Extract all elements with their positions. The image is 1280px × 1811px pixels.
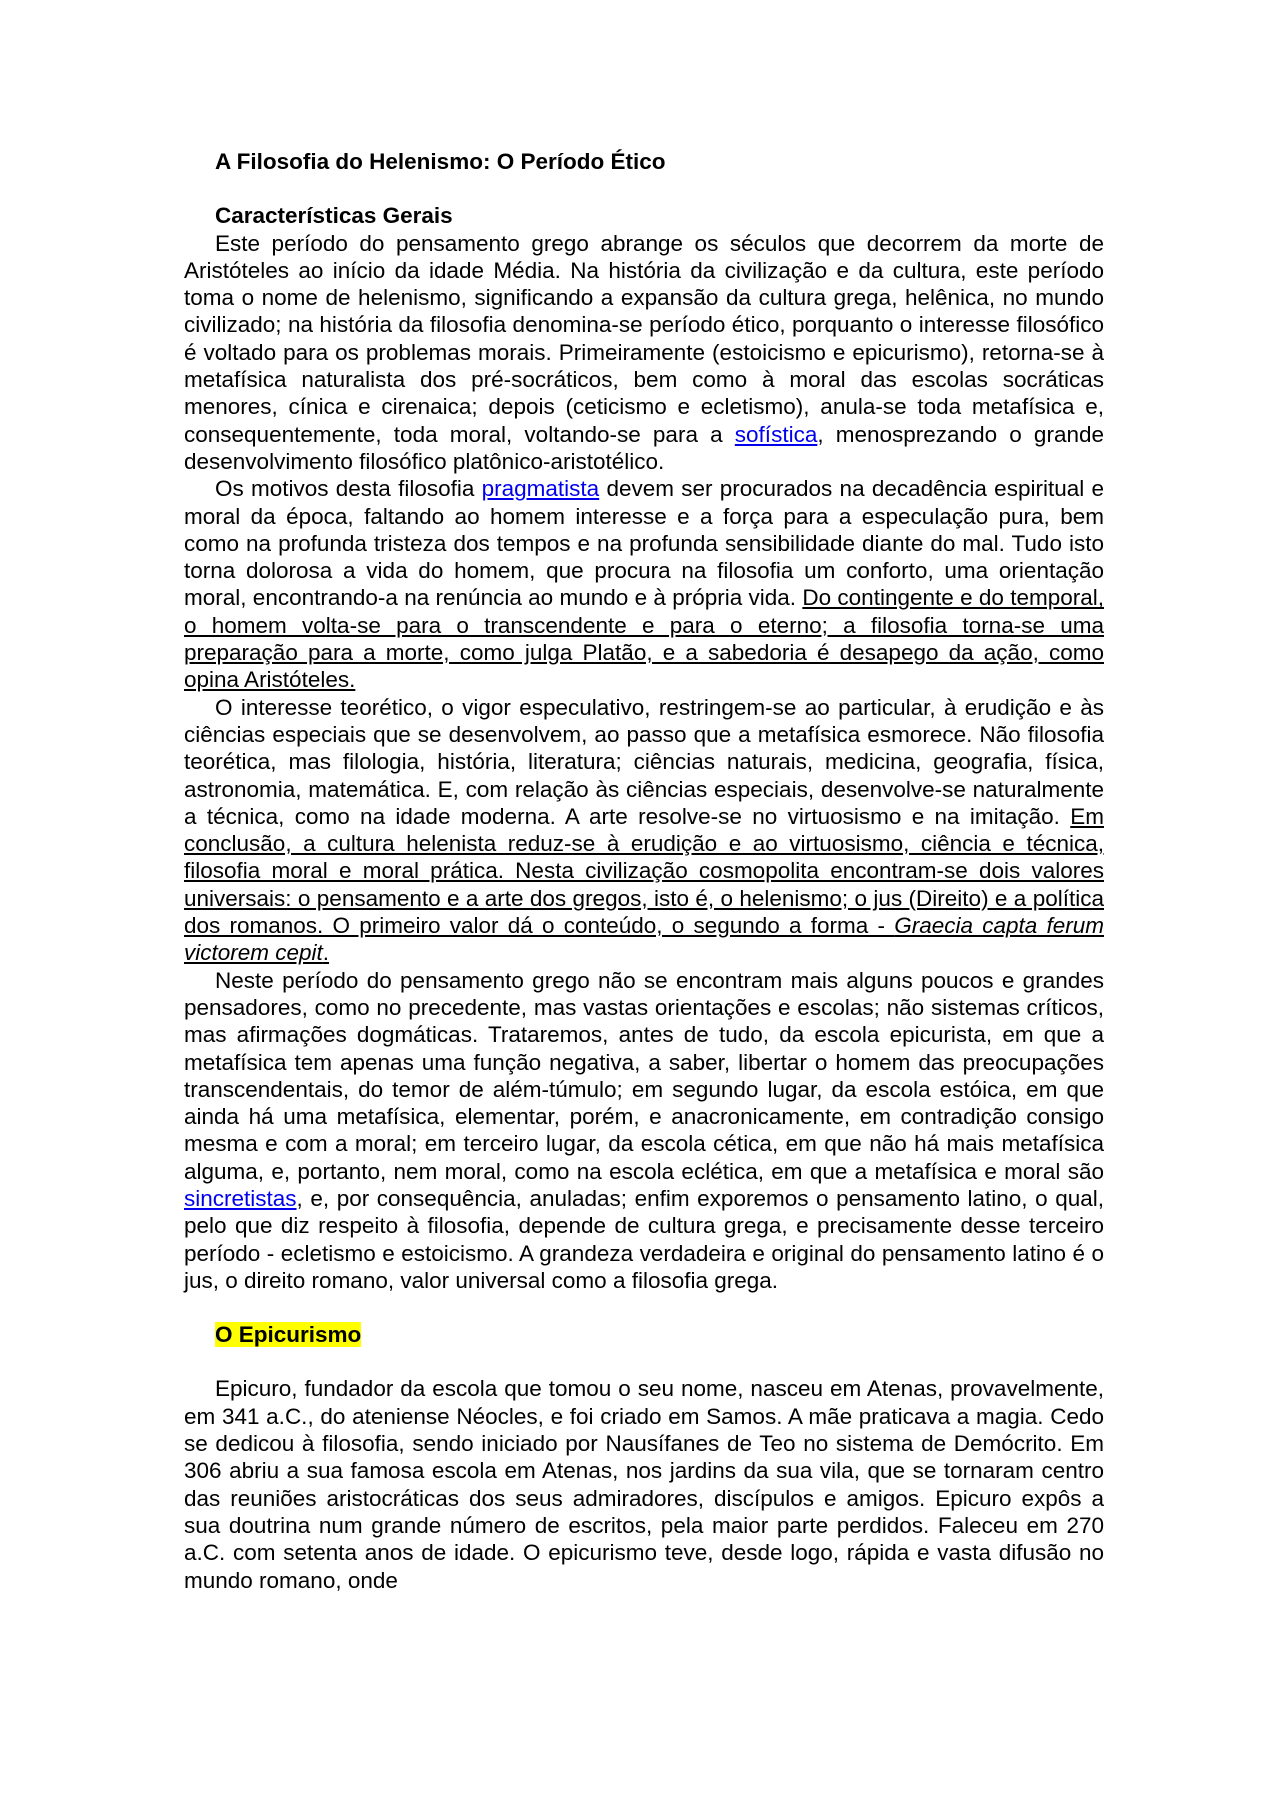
paragraph-3-text-a: O interesse teorético, o vigor especulativo, restringem-se ao particular, à erudição e às ciências especiais que se desenvolvem, ao passo que a metafísica esmorece. Não filosofia teorética, mas filologia, história, literatura; ciências naturais, medicina, geografia, física, astronomia, matemática. E, com relação às ciências especiais, desenvolve-se naturalmente a técnica, como na idade moderna. A arte resolve-se no virtuosismo e na imitação. bbox=[184, 694, 1104, 829]
paragraph-2 bbox=[184, 475, 1104, 693]
section-heading-epicurismo bbox=[215, 1321, 1104, 1348]
paragraph-4-text-a: Neste período do pensamento grego não se encontram mais alguns poucos e grandes pensadores, como no precedente, mas vastas orientações e escolas; não sistemas críticos, mas afirmações dogmáticas. Trataremos, antes de tudo, da escola epicurista, em que a metafísica tem apenas uma função negativa, a saber, libertar o homem das preocupações transcendentais, do temor de além-túmulo; em segundo lugar, da escola estóica, em que ainda há uma metafísica, elementar, porém, e anacronicamente, em contradição consigo mesma e com a moral; em terceiro lugar, da escola cética, em que não há mais metafísica alguma, e, portanto, nem moral, como na escola eclética, em que a metafísica e moral são bbox=[184, 967, 1104, 1184]
paragraph-4 bbox=[184, 967, 1104, 1295]
section-heading-caracteristicas: Características Gerais bbox=[215, 203, 453, 229]
paragraph-1-text-a: Este período do pensamento grego abrange os séculos que decorrem da morte de Aristóteles ao início da idade Média. Na história da civilização e da cultura, este período toma o nome de helenismo, significando a expansão da cultura grega, helênica, no mundo civilizado; na história da filosofia denomina-se período ético, porquanto o interesse filosófico é voltado para os problemas morais. Primeiramente (estoicismo e epicurismo), retorna-se à metafísica naturalista dos pré-socráticos, bem como à moral das escolas socráticas menores, cínica e cirenaica; depois (ceticismo e ecletismo), anula-se toda metafísica e, consequentemente, toda moral, voltando-se para a bbox=[184, 230, 1104, 447]
paragraph-4-text-b: , e, por consequência, anuladas; enfim exporemos o pensamento latino, o qual, pelo que diz respeito à filosofia, depende de cultura grega, e precisamente desse terceiro período - ecletismo e estoicismo. A grandeza verdadeira e original do pensamento latino é o jus, o direito romano, valor universal como a filosofia grega. bbox=[184, 1185, 1104, 1293]
paragraph-2-text-b: devem ser procurados na decadência espiritual e moral da época, faltando ao homem interesse e a força para a especulação pura, bem como na profunda tristeza dos tempos e na profunda sensibilidade diante do mal. Tudo isto torna dolorosa a vida do homem, que procura na filosofia um conforto, uma orientação moral, encontrando-a na renúncia ao mundo e à própria vida. bbox=[184, 476, 1104, 611]
document-page bbox=[184, 148, 1104, 1594]
latin-quote: Graecia capta ferum victorem cepit bbox=[184, 913, 1104, 966]
paragraph-1-text-b: , menosprezando o grande desenvolvimento filosófico platônico-aristotélico. bbox=[184, 421, 1104, 474]
link-pragmatista[interactable]: pragmatista bbox=[481, 476, 600, 502]
paragraph-3-end: . bbox=[322, 940, 330, 966]
link-sincretistas[interactable]: sincretistas bbox=[184, 1185, 297, 1211]
paragraph-2-underlined: Do contingente e do temporal, o homem volta-se para o transcendente e para o eterno; a filosofia torna-se uma preparação para a morte, como julga Platão, e a sabedoria é desapego da ação, como opina Aristóteles. bbox=[184, 585, 1104, 693]
link-sofistica[interactable]: sofística bbox=[734, 421, 818, 447]
document-title: A Filosofia do Helenismo: O Período Ético bbox=[215, 149, 666, 174]
paragraph-epicurismo-1: Epicuro, fundador da escola que tomou o seu nome, nasceu em Atenas, provavelmente, em 341 a.C., do ateniense Néocles, e foi criado em Samos. A mãe praticava a magia. Cedo se dedicou à filosofia, sendo iniciado por Nausífanes de Teo no sistema de Demócrito. Em 306 abriu a sua famosa escola em Atenas, nos jardins da sua vila, que se tornaram centro das reuniões aristocráticas dos seus admiradores, discípulos e amigos. Epicuro expôs a sua doutrina num grande número de escritos, pela maior parte perdidos. Faleceu em 270 a.C. com setenta anos de idade. O epicurismo teve, desde logo, rápida e vasta difusão no mundo romano, onde bbox=[184, 1376, 1104, 1593]
paragraph-2-text-a: Os motivos desta filosofia bbox=[215, 476, 482, 502]
section-heading-epicurismo-text: O Epicurismo bbox=[215, 1322, 362, 1348]
paragraph-3-underlined-text: Em conclusão, a cultura helenista reduz-se à erudição e ao virtuosismo, ciência e técnica, filosofia moral e moral prática. Nesta civilização cosmopolita encontram-se dois valores universais: o pensamento e a arte dos gregos, isto é, o helenismo; o jus (Direito) e a política dos romanos. O primeiro valor dá o conteúdo, o segundo a forma - bbox=[184, 803, 1104, 939]
paragraph-1 bbox=[184, 230, 1104, 476]
paragraph-3 bbox=[184, 694, 1104, 967]
